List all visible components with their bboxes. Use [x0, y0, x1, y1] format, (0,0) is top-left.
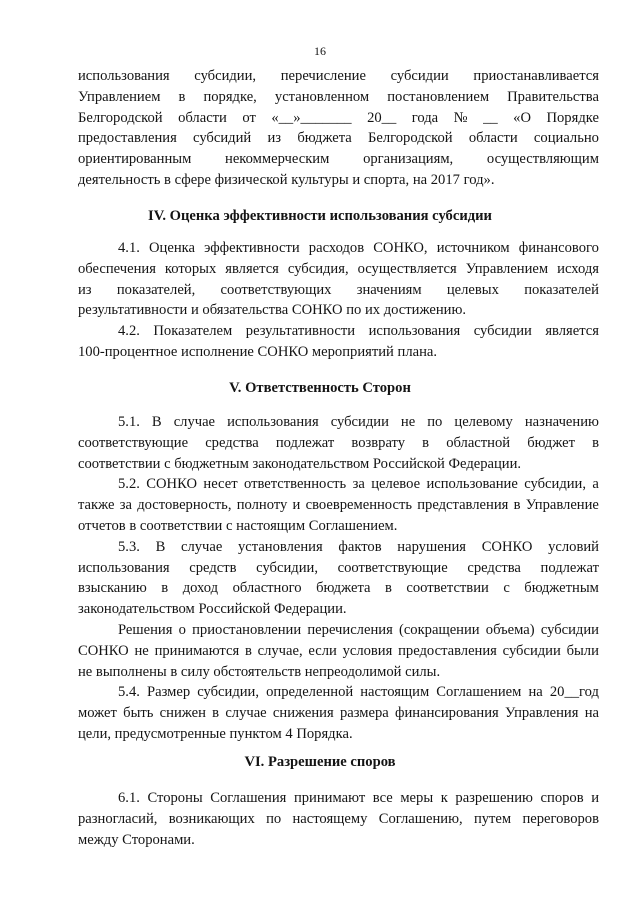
- word: 4.2.: [118, 323, 140, 340]
- word: все: [372, 790, 393, 806]
- word: принимают: [293, 790, 366, 806]
- word: 5.3.: [118, 538, 140, 555]
- intro-paragraph: [78, 66, 599, 191]
- word: случае: [173, 414, 216, 430]
- word: 6.1.: [118, 790, 140, 806]
- text-line: [78, 412, 599, 433]
- word: использования: [227, 414, 319, 430]
- word: субсидии,: [197, 684, 260, 701]
- word: снижения: [272, 705, 334, 722]
- word: целевых: [446, 281, 499, 298]
- text-line: [78, 433, 599, 454]
- word: меры: [400, 790, 434, 806]
- word: установленном: [274, 88, 370, 105]
- word: приостанавливается: [473, 68, 599, 84]
- word: случае: [225, 705, 267, 722]
- text-line: результативности и обязательства СОНКО по их достижению.: [78, 302, 467, 319]
- text-line: соответствии с бюджетным законодательством Российской Федерации.: [78, 455, 522, 472]
- word: использование: [426, 476, 518, 493]
- word: бюджета: [316, 580, 371, 597]
- word: СОНКО: [146, 476, 198, 493]
- word: доход: [182, 580, 219, 597]
- text-line: отчетов в соответствии с настоящим Соглашением.: [78, 517, 398, 534]
- word: Управление: [525, 497, 599, 514]
- word: разногласий,: [78, 810, 158, 827]
- word: в: [212, 705, 220, 722]
- word: ответственность: [243, 476, 347, 493]
- word: если: [308, 642, 337, 659]
- word: из: [267, 130, 282, 147]
- word: В: [151, 414, 162, 430]
- word: является: [545, 323, 599, 340]
- page-number: 16: [314, 44, 326, 58]
- word: источником: [436, 240, 510, 256]
- word: подлежат: [275, 434, 335, 451]
- word: средства: [467, 559, 521, 576]
- word: настоящему: [292, 810, 368, 827]
- word: Белгородской: [78, 109, 163, 126]
- word: показателей,: [116, 281, 196, 298]
- word: субсидии,: [194, 68, 257, 84]
- word: «О: [513, 109, 531, 126]
- word: полноту: [236, 497, 288, 514]
- word: организациям,: [363, 151, 454, 168]
- text-line: [78, 788, 599, 809]
- word: финансирования: [395, 705, 499, 722]
- text-line: [78, 66, 599, 87]
- word: на: [584, 705, 599, 722]
- word: представления: [417, 497, 509, 514]
- word: №: [453, 109, 468, 126]
- word: использования: [368, 323, 461, 340]
- word: бюджет: [527, 434, 575, 451]
- word: с: [503, 580, 510, 597]
- text-line: между Сторонами.: [78, 831, 195, 848]
- word: соответствующих: [220, 281, 332, 298]
- word: от: [242, 109, 256, 126]
- word: субсидии: [540, 621, 599, 638]
- word: в: [244, 642, 252, 659]
- word: определенной: [266, 684, 354, 701]
- word: о: [178, 621, 186, 638]
- word: за: [119, 497, 132, 514]
- text-line: не выполнены в силу обстоятельств непреодолимой силы.: [78, 663, 441, 680]
- word: соответствии: [406, 580, 489, 597]
- word: Соглашения: [210, 790, 287, 806]
- word: условий: [548, 538, 599, 555]
- word: за: [352, 476, 365, 493]
- word: области: [468, 130, 518, 147]
- word: несет: [203, 476, 238, 493]
- text-line: [78, 703, 599, 724]
- text-line: [78, 578, 599, 599]
- word: фактов: [338, 538, 382, 555]
- word: постановлением: [387, 88, 490, 105]
- word: снижен: [159, 705, 206, 722]
- word: 20__год: [549, 684, 599, 701]
- word: 5.1.: [118, 414, 140, 430]
- word: исходя: [557, 260, 599, 277]
- section-6-body: [78, 788, 599, 850]
- word: субсидии: [502, 642, 561, 659]
- word: 5.4.: [118, 684, 140, 701]
- word: переговоров: [522, 810, 599, 827]
- word: по: [427, 414, 443, 430]
- text-line: [78, 495, 599, 516]
- word: из: [78, 281, 92, 298]
- word: споров: [540, 790, 584, 806]
- text-line: цели, предусмотренные пунктом 4 Порядка.: [78, 725, 353, 742]
- text-line: [78, 558, 599, 579]
- word: размера: [339, 705, 389, 722]
- word: перечисления: [307, 621, 393, 638]
- word: установления: [238, 538, 323, 555]
- word: СОНКО: [481, 538, 533, 555]
- word: осуществляющим: [486, 151, 599, 168]
- word: Белгородской: [368, 130, 453, 147]
- word: быть: [123, 705, 154, 722]
- word: средства: [205, 434, 259, 451]
- word: принимаются: [154, 642, 240, 659]
- word: возникающих: [168, 810, 255, 827]
- word: соответствующие: [78, 434, 189, 451]
- word: к: [440, 790, 448, 806]
- word: областной: [446, 434, 511, 451]
- word: Оценка: [149, 240, 195, 256]
- text-line: [78, 259, 599, 280]
- word: возврату: [351, 434, 406, 451]
- word: также: [78, 497, 115, 514]
- section-5-body: [78, 412, 599, 745]
- word: субсидии,: [256, 559, 318, 576]
- word: соответствующие: [337, 559, 448, 576]
- word: показателей: [524, 281, 599, 298]
- text-line: [78, 474, 599, 495]
- word: путем: [473, 810, 512, 827]
- word: областного: [232, 580, 302, 597]
- text-line: [78, 809, 599, 830]
- word: обеспечения: [78, 260, 156, 277]
- text-line: деятельность в сфере физической культуры и спорта, на 2017 год».: [78, 171, 495, 188]
- word: является: [225, 260, 279, 277]
- word: Размер: [146, 684, 191, 701]
- word: СОНКО,: [373, 240, 428, 256]
- word: субсидий: [193, 130, 252, 147]
- word: 4.1.: [118, 240, 140, 256]
- word: перечисление: [280, 68, 366, 84]
- word: субсидия,: [287, 260, 349, 277]
- text-line: [78, 238, 599, 259]
- word: «__»_______: [271, 109, 352, 126]
- word: Соглашению,: [378, 810, 463, 827]
- section-4-body: [78, 238, 599, 363]
- word: случае,: [257, 642, 303, 659]
- word: случае: [180, 538, 223, 555]
- word: использования: [78, 559, 170, 576]
- word: эффективности: [204, 240, 300, 256]
- word: (сокращении: [398, 621, 480, 638]
- word: Решения: [118, 621, 173, 638]
- word: достоверность,: [137, 497, 232, 514]
- word: бюджетным: [524, 580, 599, 597]
- word: субсидии: [473, 323, 532, 340]
- word: целевое: [371, 476, 421, 493]
- word: субсидии,: [524, 476, 587, 493]
- text-line: [78, 537, 599, 558]
- word: своевременность: [305, 497, 412, 514]
- word: по: [266, 810, 282, 827]
- word: В: [155, 538, 166, 555]
- word: использования: [78, 68, 170, 84]
- word: Правительства: [507, 88, 599, 105]
- word: приостановлении: [192, 621, 302, 638]
- text-line: [78, 321, 599, 342]
- word: осуществляется: [357, 260, 457, 277]
- text-line: [78, 108, 599, 129]
- text-line: [78, 128, 599, 149]
- text-line: законодательством Российской Федерации.: [78, 601, 347, 618]
- text-line: [78, 682, 599, 703]
- word: 20__: [367, 109, 397, 126]
- word: на: [528, 684, 543, 701]
- word: предоставления: [78, 130, 177, 147]
- word: некоммерческим: [225, 151, 330, 168]
- word: в: [513, 497, 521, 514]
- word: нарушения: [397, 538, 467, 555]
- word: Управлением: [465, 260, 549, 277]
- word: в: [422, 434, 430, 451]
- text-line: [78, 620, 599, 641]
- text-line: [78, 149, 599, 170]
- word: субсидии: [390, 68, 449, 84]
- section-5-heading: V. Ответственность Сторон: [229, 380, 411, 396]
- word: и: [591, 790, 599, 806]
- word: финансового: [518, 240, 599, 256]
- word: значениям: [356, 281, 422, 298]
- word: Показателем: [153, 323, 233, 340]
- word: социально: [533, 130, 599, 147]
- word: может: [78, 705, 117, 722]
- section-4-heading: IV. Оценка эффективности использования субсидии: [148, 208, 492, 224]
- word: объема): [485, 621, 535, 638]
- word: предоставления: [398, 642, 497, 659]
- section-6-heading: VI. Разрешение споров: [244, 754, 396, 770]
- word: Соглашением: [436, 684, 522, 701]
- word: Порядке: [546, 109, 599, 126]
- word: которых: [164, 260, 217, 277]
- word: ориентированным: [78, 151, 192, 168]
- text-line: [78, 87, 599, 108]
- word: в: [384, 580, 392, 597]
- word: в: [178, 88, 186, 105]
- word: области: [178, 109, 227, 126]
- word: были: [566, 642, 599, 659]
- word: средств: [189, 559, 237, 576]
- word: назначению: [524, 414, 599, 430]
- word: и: [292, 497, 301, 514]
- word: СОНКО: [78, 642, 129, 659]
- word: условия: [342, 642, 393, 659]
- word: года: [411, 109, 439, 126]
- word: результативности: [245, 323, 356, 340]
- word: а: [592, 476, 599, 493]
- text-line: [78, 641, 599, 662]
- word: не: [400, 414, 416, 430]
- word: Управлением: [78, 88, 161, 105]
- word: Стороны: [147, 790, 203, 806]
- word: подлежат: [540, 559, 599, 576]
- word: не: [134, 642, 149, 659]
- word: настоящим: [360, 684, 430, 701]
- text-line: 100-процентное исполнение СОНКО мероприятий плана.: [78, 343, 438, 360]
- word: 5.2.: [118, 476, 140, 493]
- word: целевому: [454, 414, 513, 430]
- word: субсидии: [330, 414, 389, 430]
- word: бюджета: [297, 130, 352, 147]
- word: расходов: [308, 240, 365, 256]
- word: __: [483, 109, 498, 126]
- word: Управления: [505, 705, 579, 722]
- word: взысканию: [78, 580, 147, 597]
- word: разрешению: [455, 790, 533, 806]
- word: порядке,: [203, 88, 257, 105]
- word: в: [592, 434, 599, 451]
- word: в: [161, 580, 169, 597]
- text-line: [78, 280, 599, 301]
